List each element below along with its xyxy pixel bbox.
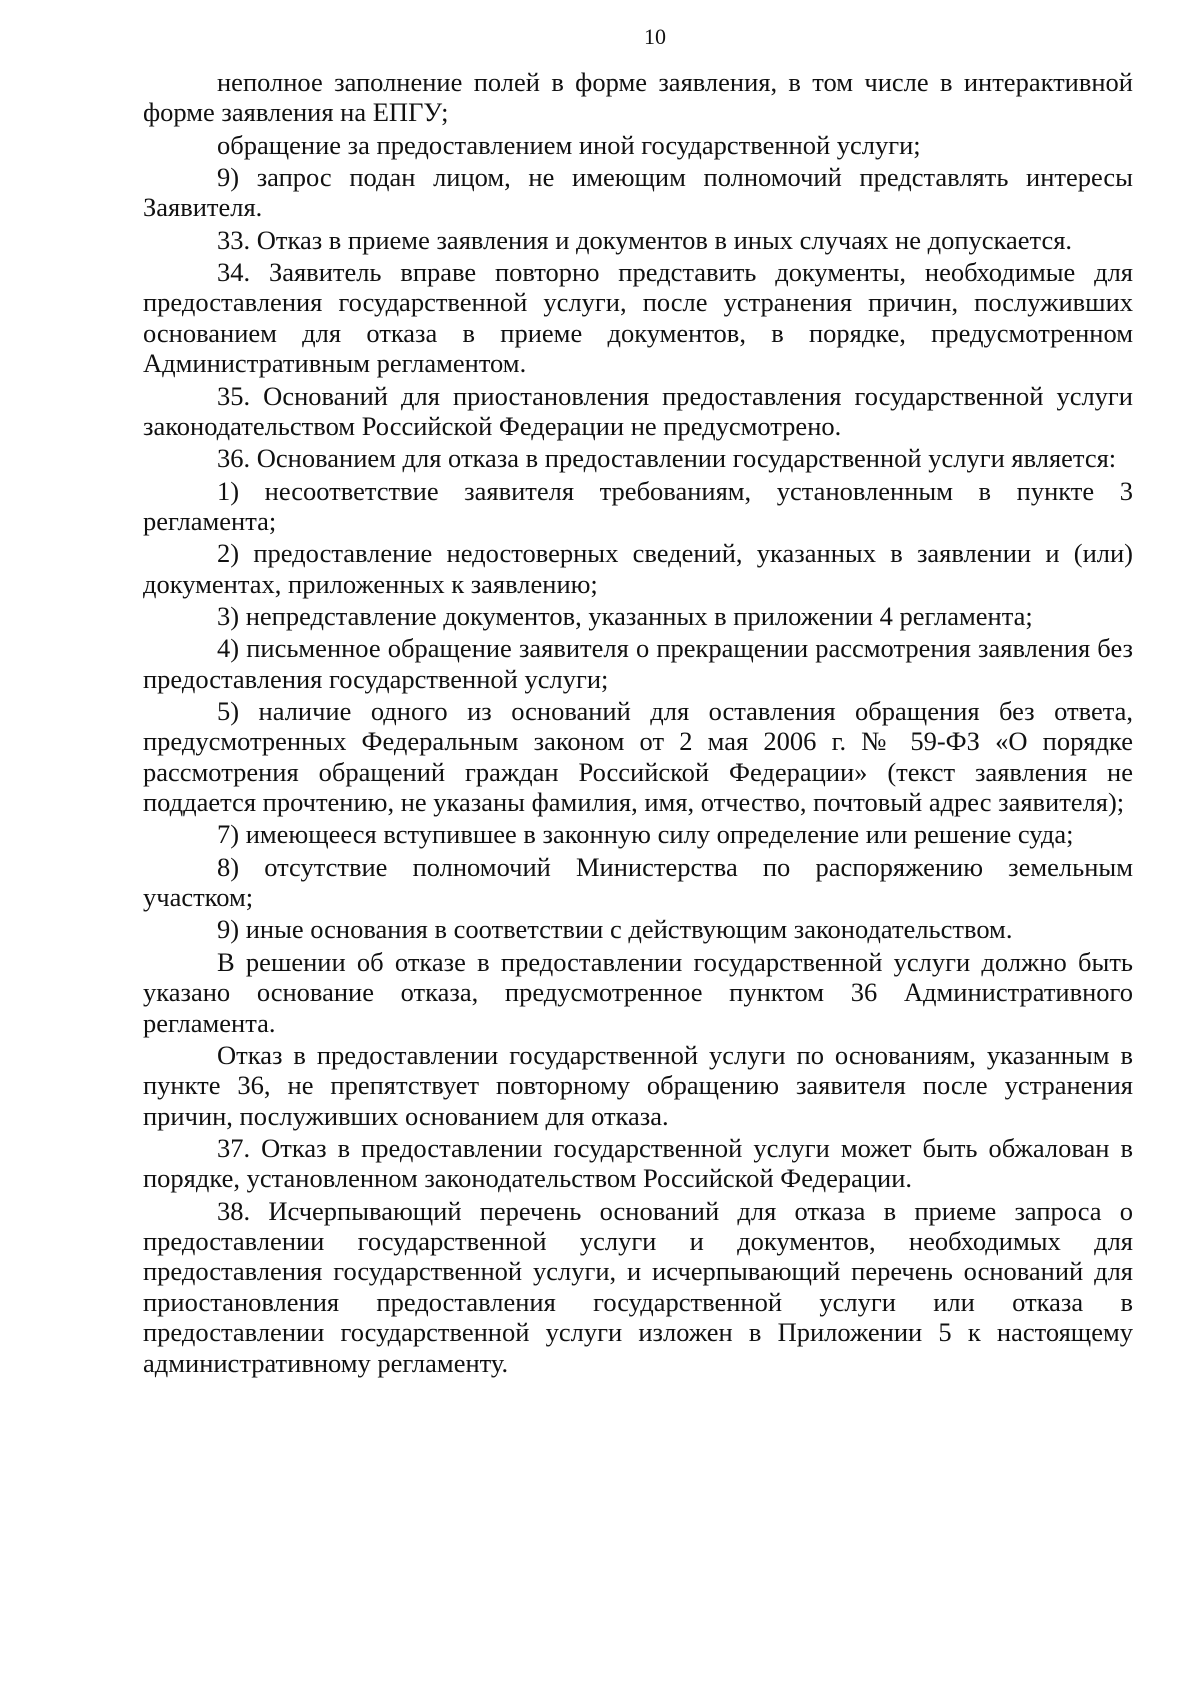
- paragraph-38: 38. Исчерпывающий перечень оснований для отказа в приеме запроса о предоставлении государственной услуги и документов, необходимых для предоставления государственной услуги, и исчерпывающий перечень оснований для приостановления предоставления государственной услуги или отказа в предоставлении государственной услуги изложен в Приложении 5 к настоящему административному регламенту.: [143, 1195, 1133, 1378]
- paragraph-refusal-reapply: Отказ в предоставлении государственной услуги по основаниям, указанным в пункте 36, не препятствует повторному обращению заявителя после устранения причин, послуживших основанием для отказа.: [143, 1039, 1133, 1131]
- paragraph-33: 33. Отказ в приеме заявления и документов в иных случаях не допускается.: [217, 224, 1073, 255]
- list-item-5: 5) наличие одного из оснований для оставления обращения без ответа, предусмотренных Федеральным законом от 2 мая 2006 г. № 59-ФЗ «О порядке рассмотрения обращений граждан Российской Федерации» (текст заявления не поддается прочтению, не указаны фамилия, имя, отчество, почтовый адрес заявителя);: [143, 695, 1133, 818]
- list-item-3: 3) непредставление документов, указанных в приложении 4 регламента;: [217, 600, 1033, 631]
- page-number: 10: [644, 24, 666, 49]
- list-item-9: 9) иные основания в соответствии с действующим законодательством.: [217, 914, 1013, 945]
- list-item-4: 4) письменное обращение заявителя о прекращении рассмотрения заявления без предоставления государственной услуги;: [143, 633, 1133, 694]
- paragraph-36: 36. Основанием для отказа в предоставлении государственной услуги является:: [217, 443, 1117, 474]
- paragraph-incomplete-form: неполное заполнение полей в форме заявления, в том числе в интерактивной форме заявления на ЕПГУ;: [143, 67, 1133, 128]
- paragraph-37: 37. Отказ в предоставлении государственной услуги может быть обжалован в порядке, установленном законодательством Российской Федерации.: [143, 1132, 1133, 1194]
- paragraph-item-9-unauthorized: 9) запрос подан лицом, не имеющим полномочий представлять интересы Заявителя.: [143, 162, 1133, 223]
- paragraph-35: 35. Оснований для приостановления предоставления государственной услуги законодательством Российской Федерации не предусмотрено.: [143, 380, 1133, 441]
- paragraph-other-service-request: обращение за предоставлением иной государственной услуги;: [217, 129, 921, 160]
- list-item-1: 1) несоответствие заявителя требованиям, установленным в пункте 3 регламента;: [143, 475, 1133, 536]
- list-item-7: 7) имеющееся вступившее в законную силу определение или решение суда;: [217, 819, 1074, 850]
- document-body: [143, 67, 1133, 1380]
- list-item-2: 2) предоставление недостоверных сведений, указанных в заявлении и (или) документах, приложенных к заявлению;: [143, 538, 1133, 599]
- list-item-8: 8) отсутствие полномочий Министерства по распоряжению земельным участком;: [143, 851, 1133, 913]
- paragraph-34: 34. Заявитель вправе повторно представить документы, необходимые для предоставления государственной услуги, после устранения причин, послуживших основанием для отказа в приеме документов, в порядке, предусмотренном Административным регламентом.: [143, 257, 1133, 379]
- paragraph-refusal-decision: В решении об отказе в предоставлении государственной услуги должно быть указано основание отказа, предусмотренное пунктом 36 Административного регламента.: [143, 946, 1133, 1038]
